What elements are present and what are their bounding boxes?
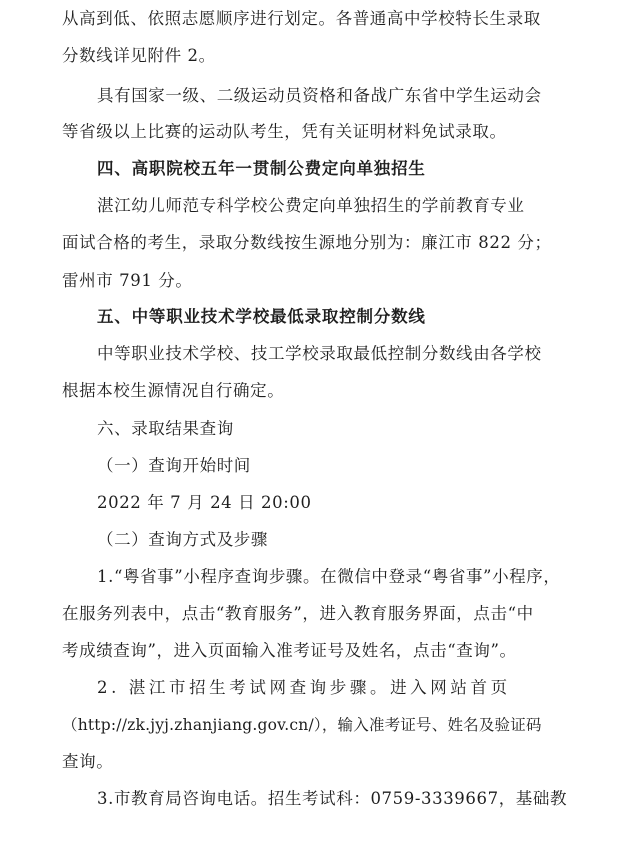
body-text-line: 具有国家一级、二级运动员资格和备战广东省中学生运动会 [97, 86, 542, 105]
body-text-line: 面试合格的考生，录取分数线按生源地分别为：廉江市 822 分； [62, 233, 552, 252]
body-text-line: 在服务列表中，点击“教育服务”，进入教育服务界面，点击“中 [62, 604, 534, 623]
body-text-line: （http://zk.jyj.zhanjiang.gov.cn/），输入准考证号、姓名及验证码 [62, 716, 542, 734]
section-heading: 六、录取结果查询 [97, 419, 234, 438]
body-text-line: 雷州市 791 分。 [62, 271, 193, 290]
body-text-line: 查询。 [62, 752, 114, 771]
body-text-line: 分数线详见附件 2。 [62, 46, 216, 65]
body-text-line: 湛江幼儿师范专科学校公费定向单独招生的学前教育专业 [97, 196, 525, 215]
body-text-line: 1.“粤省事”小程序查询步骤。在微信中登录“粤省事”小程序， [97, 567, 561, 586]
subsection-heading: （二）查询方式及步骤 [97, 530, 268, 549]
body-text-line: 3.市教育局咨询电话。招生考试科：0759-3339667，基础教 [97, 789, 568, 808]
body-text-line: 根据本校生源情况自行确定。 [62, 381, 285, 400]
body-text-line: 等省级以上比赛的运动队考生，凭有关证明材料免试录取。 [62, 122, 507, 141]
section-heading: 四、高职院校五年一贯制公费定向单独招生 [97, 159, 426, 178]
body-text-line: 中等职业技术学校、技工学校录取最低控制分数线由各学校 [97, 344, 542, 363]
section-heading: 五、中等职业技术学校最低录取控制分数线 [97, 307, 426, 326]
body-text-line: 2022 年 7 月 24 日 20:00 [97, 493, 312, 512]
body-text-line: 2. 湛江市招生考试网查询步骤。进入网站首页 [97, 678, 511, 697]
subsection-heading: （一）查询开始时间 [97, 456, 251, 475]
body-text-line: 考成绩查询”，进入页面输入准考证号及姓名，点击“查询”。 [62, 641, 517, 660]
body-text-line: 从高到低、依照志愿顺序进行划定。各普通高中学校特长生录取 [62, 9, 541, 28]
